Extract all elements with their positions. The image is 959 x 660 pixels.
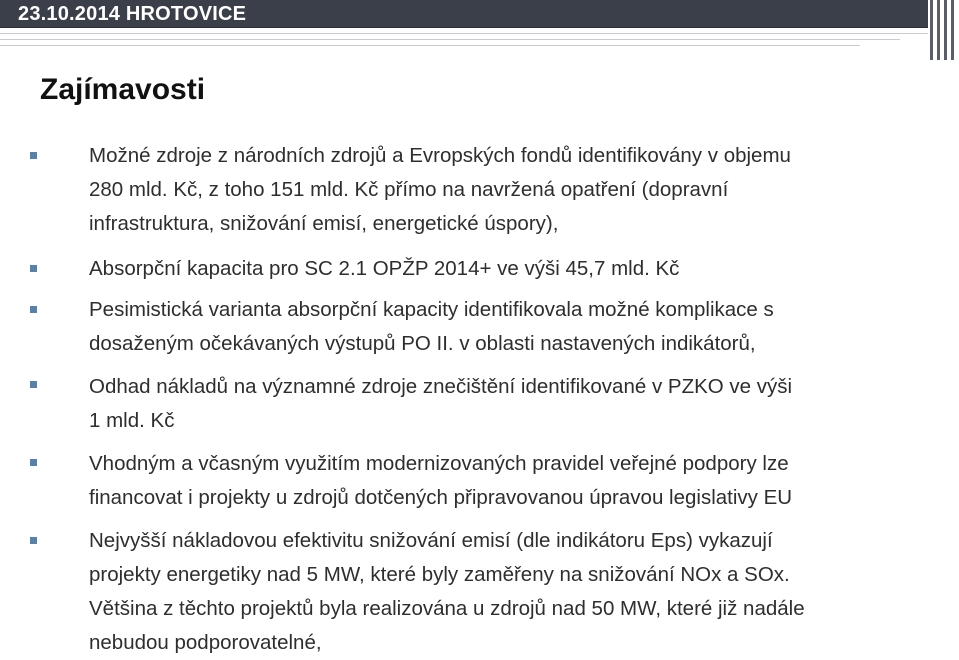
- stripe: [944, 0, 947, 60]
- bullet-line: Pesimistická varianta absorpční kapacity identifikovala možné komplikace s: [89, 298, 774, 321]
- bullet-square-icon: [30, 459, 37, 466]
- bullet-line: Nejvyšší nákladovou efektivitu snižování emisí (dle indikátoru Eps) vykazují: [89, 529, 773, 552]
- bullet-line: Odhad nákladů na významné zdroje znečištění identifikované v PZKO ve výši: [89, 375, 793, 398]
- header-title: 23.10.2014 HROTOVICE: [18, 3, 247, 25]
- bullet-square-icon: [30, 265, 37, 272]
- slide-title: Zajímavosti: [40, 73, 206, 106]
- bullet-line: financovat i projekty u zdrojů dotčených připravovanou úpravou legislativy EU: [89, 486, 793, 509]
- bullet-line: dosaženým očekávaných výstupů PO II. v oblasti nastavených indikátorů,: [89, 332, 756, 355]
- bullet-square-icon: [30, 381, 37, 388]
- bullet-square-icon: [30, 306, 37, 313]
- bullet-line: projekty energetiky nad 5 MW, které byly zaměřeny na snižování NOx a SOx.: [89, 563, 790, 586]
- bullet-line: 1 mld. Kč: [89, 409, 175, 432]
- divider-line: [0, 45, 860, 46]
- bullet-line: Absorpční kapacita pro SC 2.1 OPŽP 2014+ ve výši 45,7 mld. Kč: [89, 257, 680, 280]
- bullet-square-icon: [30, 152, 37, 159]
- decorative-stripes: [928, 0, 959, 60]
- stripe: [937, 0, 940, 60]
- header-bar: [0, 0, 928, 28]
- stripe: [930, 0, 933, 60]
- bullet-line: Možné zdroje z národních zdrojů a Evropských fondů identifikovány v objemu: [89, 144, 791, 167]
- stripe: [951, 0, 954, 60]
- divider-line: [0, 39, 900, 40]
- bullet-line: nebudou podporovatelné,: [89, 631, 322, 654]
- bullet-square-icon: [30, 537, 37, 544]
- bullet-line: Většina z těchto projektů byla realizována u zdrojů nad 50 MW, které již nadále: [89, 597, 805, 620]
- divider-line: [0, 33, 928, 34]
- bullet-line: Vhodným a včasným využitím modernizovaných pravidel veřejné podpory lze: [89, 452, 789, 475]
- bullet-line: infrastruktura, snižování emisí, energetické úspory),: [89, 212, 559, 235]
- bullet-line: 280 mld. Kč, z toho 151 mld. Kč přímo na navržená opatření (dopravní: [89, 178, 729, 201]
